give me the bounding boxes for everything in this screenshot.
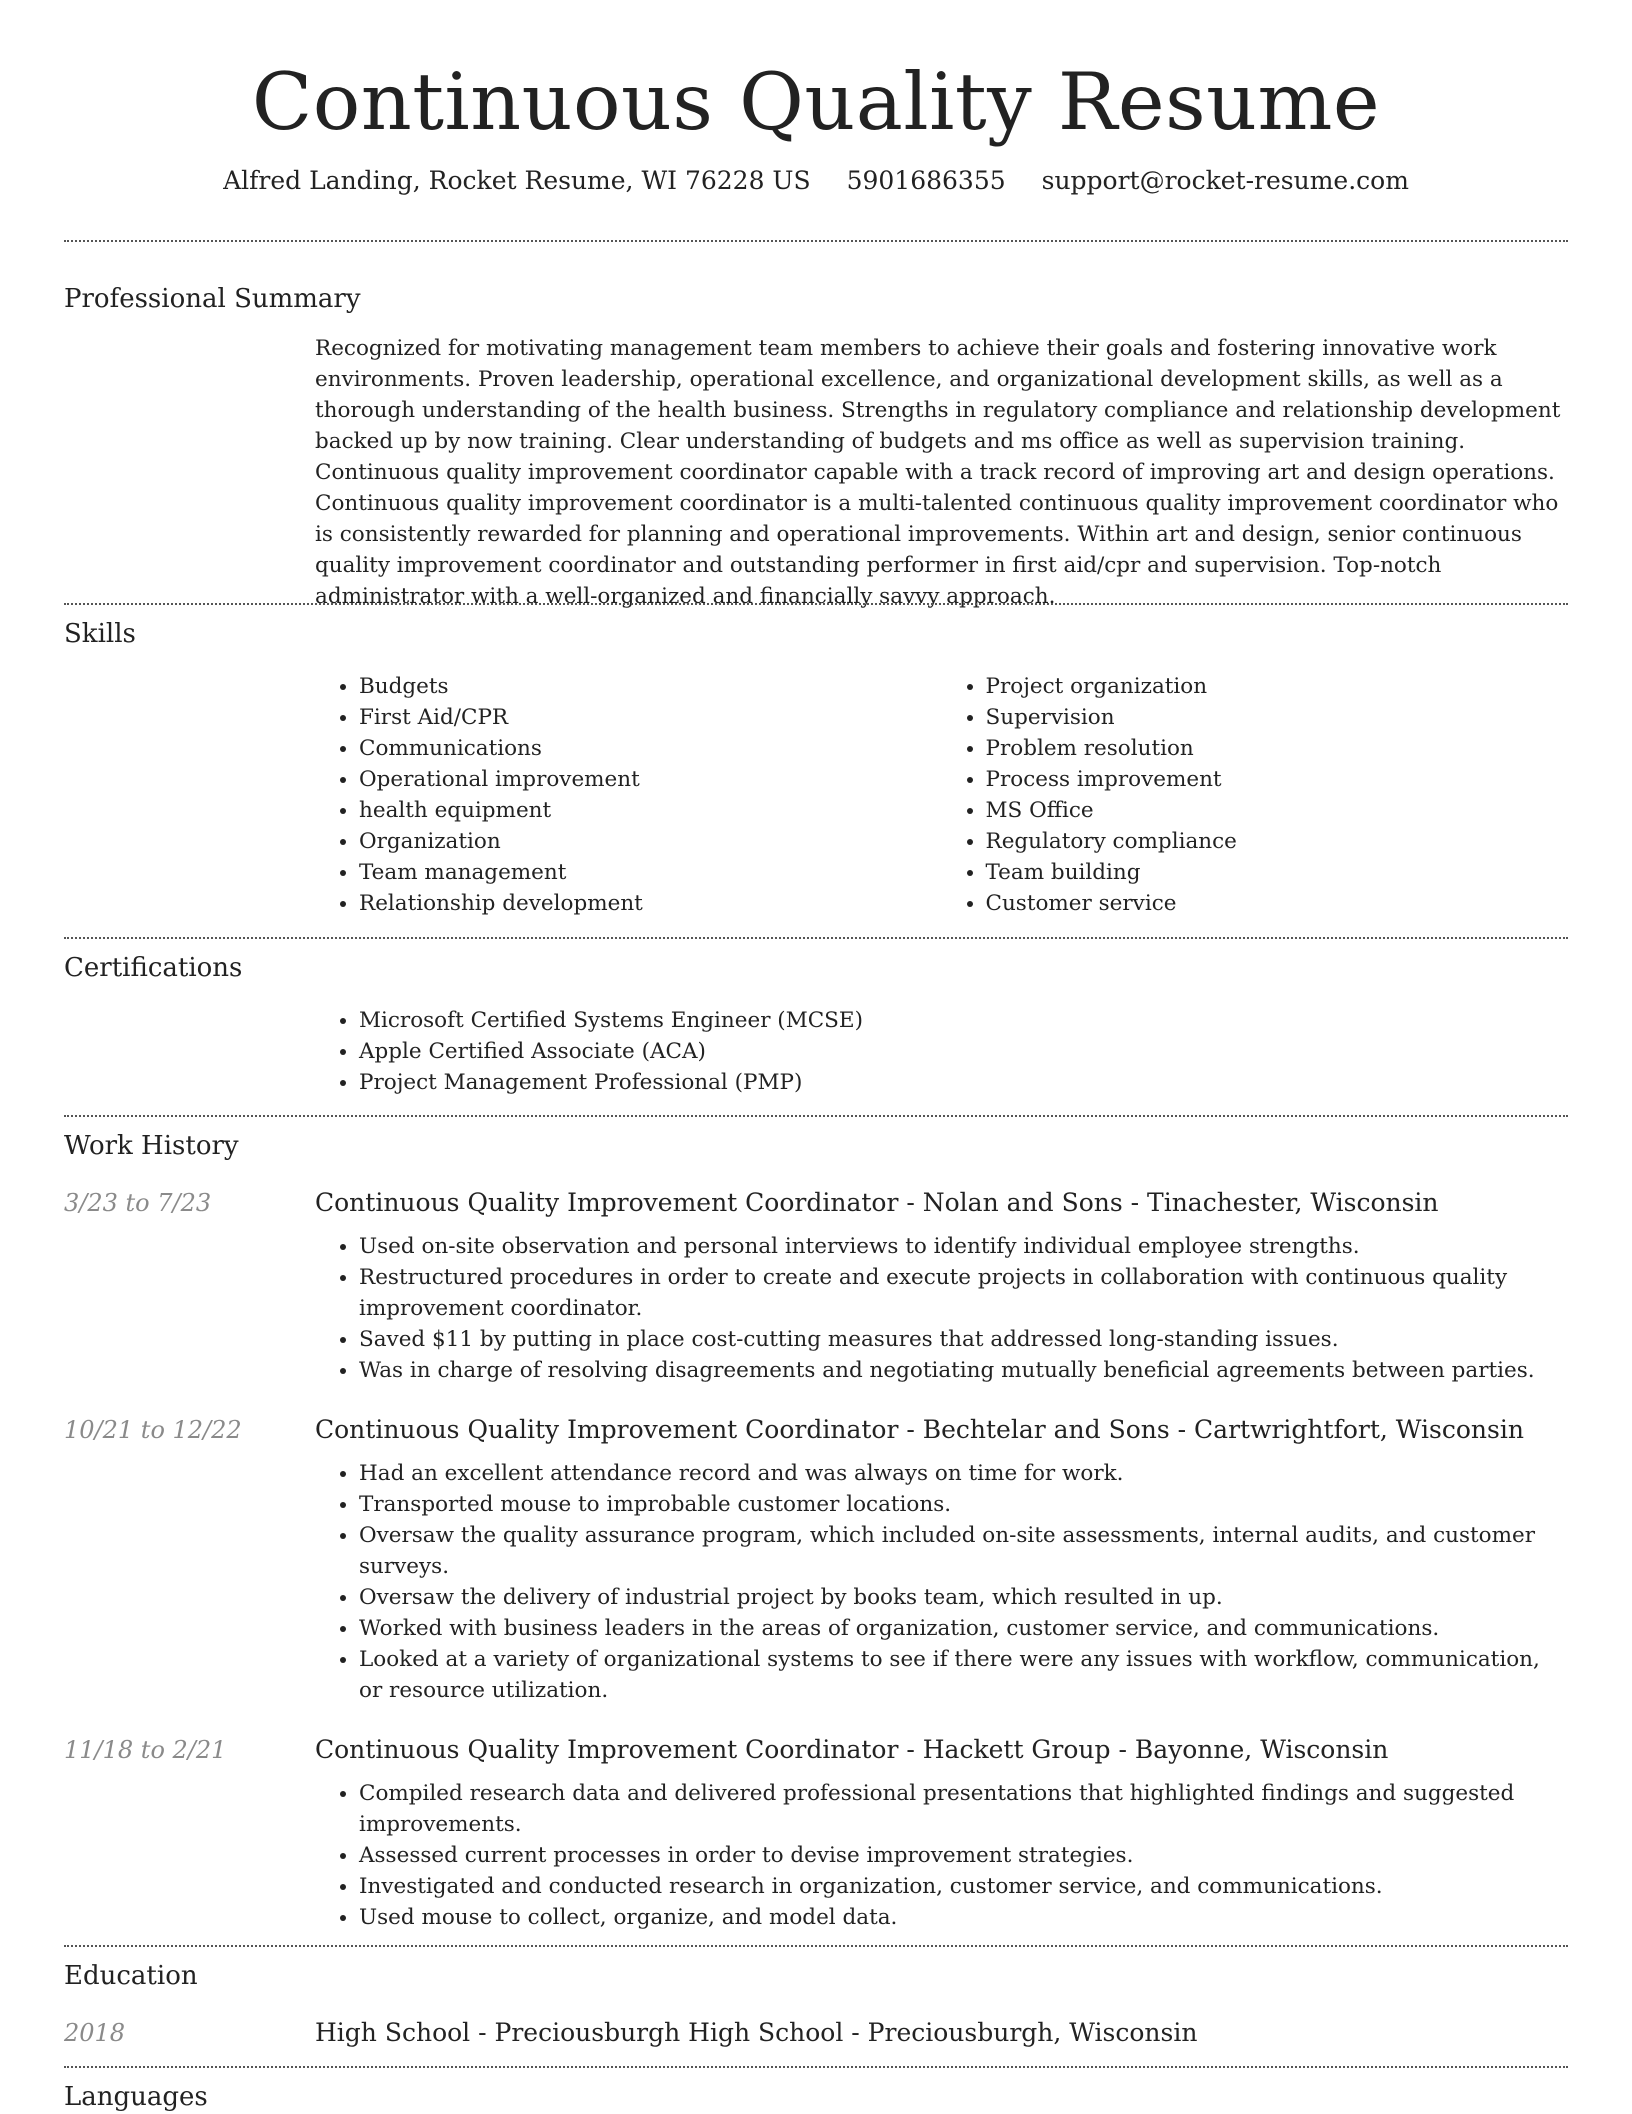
education-entry — [64, 2016, 1568, 2050]
job-title: Continuous Quality Improvement Coordinator - Hackett Group - Bayonne, Wisconsin — [315, 1735, 1389, 1764]
job-dates: 3/23 to 7/23 — [64, 1189, 212, 1217]
summary-text: Recognized for motivating management team members to achieve their goals and fostering innovative work environments. Proven leadership, operational excellence, and organizational development skills, as well as a thorough understanding of the health business. Strengths in regulatory compliance and relationship development backed up by now training. Clear understanding of budgets and ms office as well as supervision training. Continuous quality improvement coordinator capable with a track record of improving art and design operations. Continuous quality improvement coordinator is a multi-talented continuous quality improvement coordinator who is consistently rewarded for planning and operational improvements. Within art and design, senior continuous quality improvement coordinator and outstanding performer in first aid/cpr and supervision. Top-notch administrator with a well-organized and financially savvy approach. — [315, 336, 1561, 609]
skill-item: • Budgets — [359, 671, 942, 702]
skill-item: • Project organization — [986, 671, 1569, 702]
certifications-heading: Certifications — [64, 953, 243, 983]
work-section — [64, 1117, 1568, 1933]
job-bullet: • Oversaw the delivery of industrial project by books team, which resulted in up. — [359, 1582, 1568, 1613]
job-bullet: • Had an excellent attendance record and was always on time for work. — [359, 1458, 1568, 1489]
certification-item: • Microsoft Certified Systems Engineer (MCSE) — [359, 1005, 1568, 1036]
job-bullet: • Restructured procedures in order to create and execute projects in collaboration with continuous quality improvement coordinator. — [359, 1262, 1568, 1324]
summary-heading: Professional Summary — [64, 284, 361, 314]
education-degree: High School - Preciousburgh High School - Preciousburgh, Wisconsin — [315, 2018, 1198, 2047]
contact-address: Alfred Landing, Rocket Resume, WI 76228 US — [223, 166, 811, 195]
education-year: 2018 — [64, 2019, 126, 2047]
job-bullet: • Saved $11 by putting in place cost-cutting measures that addressed long-standing issues. — [359, 1324, 1568, 1355]
job-entry — [64, 1186, 1568, 1386]
skill-item: • MS Office — [986, 795, 1569, 826]
skill-item: • Communications — [359, 733, 942, 764]
job-bullets — [315, 1778, 1568, 1933]
education-heading: Education — [64, 1961, 198, 1991]
skills-section — [64, 605, 1568, 919]
skill-item: • Operational improvement — [359, 764, 942, 795]
skill-item: • Process improvement — [986, 764, 1569, 795]
job-bullet: • Assessed current processes in order to devise improvement strategies. — [359, 1840, 1568, 1871]
skill-item: • Problem resolution — [986, 733, 1569, 764]
certifications-list — [315, 1005, 1568, 1098]
job-bullets — [315, 1231, 1568, 1386]
job-bullet: • Was in charge of resolving disagreements and negotiating mutually beneficial agreements between parties. — [359, 1355, 1568, 1386]
education-section — [64, 1947, 1568, 2050]
job-bullet: • Worked with business leaders in the areas of organization, customer service, and communications. — [359, 1613, 1568, 1644]
job-bullet: • Oversaw the quality assurance program, which included on-site assessments, internal audits, and customer surveys. — [359, 1520, 1568, 1582]
contact-line — [0, 164, 1632, 198]
skills-list-left — [315, 671, 942, 919]
job-dates: 10/21 to 12/22 — [64, 1416, 242, 1444]
job-bullet: • Used mouse to collect, organize, and model data. — [359, 1902, 1568, 1933]
skills-grid — [315, 671, 1568, 919]
job-bullet: • Looked at a variety of organizational systems to see if there were any issues with workflow, communication, or resource utilization. — [359, 1644, 1568, 1706]
certification-item: • Project Management Professional (PMP) — [359, 1067, 1568, 1098]
skill-item: • Team building — [986, 857, 1569, 888]
skill-item: • Customer service — [986, 888, 1569, 919]
job-bullet: • Used on-site observation and personal interviews to identify individual employee strengths. — [359, 1231, 1568, 1262]
skill-item: • Team management — [359, 857, 942, 888]
skill-item: • health equipment — [359, 795, 942, 826]
skill-item: • Organization — [359, 826, 942, 857]
certifications-section — [64, 939, 1568, 1098]
skill-item: • Regulatory compliance — [986, 826, 1569, 857]
skills-list-right — [942, 671, 1569, 919]
skill-item: • First Aid/CPR — [359, 702, 942, 733]
summary-section — [64, 242, 1568, 612]
job-entry — [64, 1733, 1568, 1933]
languages-section — [64, 2068, 1568, 2114]
contact-email: support@rocket-resume.com — [1041, 166, 1409, 195]
job-bullets — [315, 1458, 1568, 1706]
skill-item: • Supervision — [986, 702, 1569, 733]
skills-heading: Skills — [64, 619, 136, 649]
resume-name: Continuous Quality Resume — [251, 56, 1381, 148]
job-title: Continuous Quality Improvement Coordinator - Nolan and Sons - Tinachester, Wisconsin — [315, 1188, 1439, 1217]
job-title: Continuous Quality Improvement Coordinator - Bechtelar and Sons - Cartwrightfort, Wisconsin — [315, 1415, 1524, 1444]
job-entry — [64, 1413, 1568, 1706]
job-bullet: • Investigated and conducted research in organization, customer service, and communications. — [359, 1871, 1568, 1902]
summary-body — [315, 333, 1568, 612]
certifications-body — [315, 1005, 1568, 1098]
job-bullet: • Compiled research data and delivered professional presentations that highlighted findings and suggested improvements. — [359, 1778, 1568, 1840]
languages-heading: Languages — [64, 2082, 208, 2112]
certification-item: • Apple Certified Associate (ACA) — [359, 1036, 1568, 1067]
contact-phone: 5901686355 — [846, 166, 1006, 195]
job-dates: 11/18 to 2/21 — [64, 1736, 227, 1764]
work-heading: Work History — [64, 1131, 239, 1161]
skill-item: • Relationship development — [359, 888, 942, 919]
job-bullet: • Transported mouse to improbable customer locations. — [359, 1489, 1568, 1520]
